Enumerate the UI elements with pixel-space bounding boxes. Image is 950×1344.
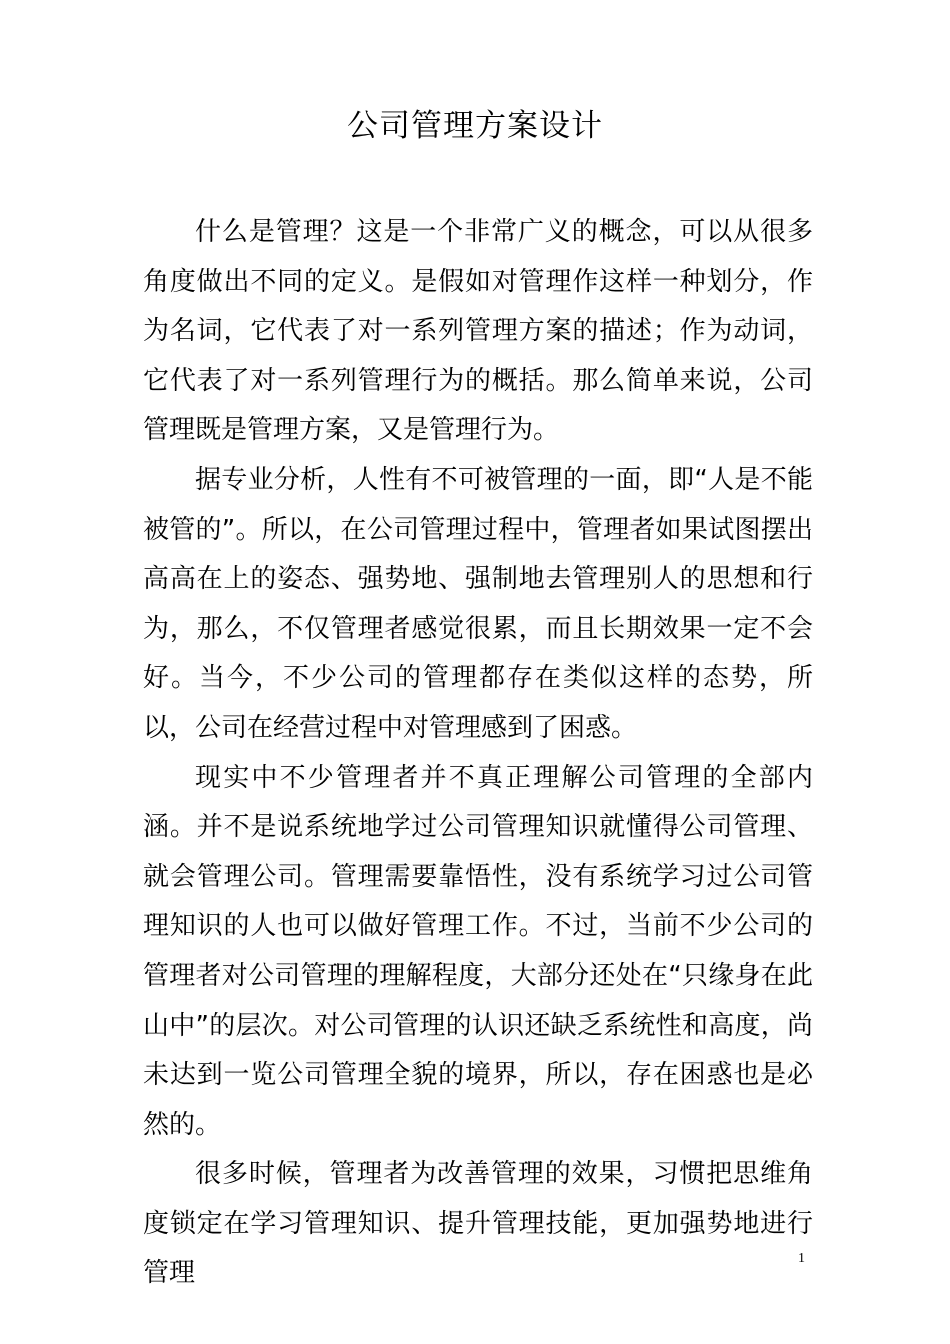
paragraph-1: 什么是管理？这是一个非常广义的概念，可以从很多角度做出不同的定义。是假如对管理作这样一种划分，作为名词，它代表了对一系列管理方案的描述；作为动词，它代表了对一系列管理行为的概括。那么简单来说，公司管理既是管理方案，又是管理行为。 bbox=[143, 217, 813, 446]
page-title: 公司管理方案设计 bbox=[347, 108, 603, 144]
page-number: 1 bbox=[798, 1251, 805, 1266]
document-body bbox=[143, 208, 813, 1299]
paragraph-3: 现实中不少管理者并不真正理解公司管理的全部内涵。并不是说系统地学过公司管理知识就懂得公司管理、就会管理公司。管理需要靠悟性，没有系统学习过公司管理知识的人也可以做好管理工作。不过，当前不少公司的管理者对公司管理的理解程度，大部分还处在“只缘身在此山中”的层次。对公司管理的认识还缺乏系统性和高度，尚未达到一览公司管理全貌的境界，所以，存在困惑也是必然的。 bbox=[143, 762, 813, 1140]
paragraph-4: 很多时候，管理者为改善管理的效果，习惯把思维角度锁定在学习管理知识、提升管理技能，更加强势地进行管理 bbox=[143, 1159, 813, 1289]
paragraph-2: 据专业分析，人性有不可被管理的一面，即“人是不能被管的”。所以，在公司管理过程中，管理者如果试图摆出高高在上的姿态、强势地、强制地去管理别人的思想和行为，那么，不仅管理者感觉很累，而且长期效果一定不会好。当今，不少公司的管理都存在类似这样的态势，所以，公司在经营过程中对管理感到了困惑。 bbox=[143, 464, 813, 743]
